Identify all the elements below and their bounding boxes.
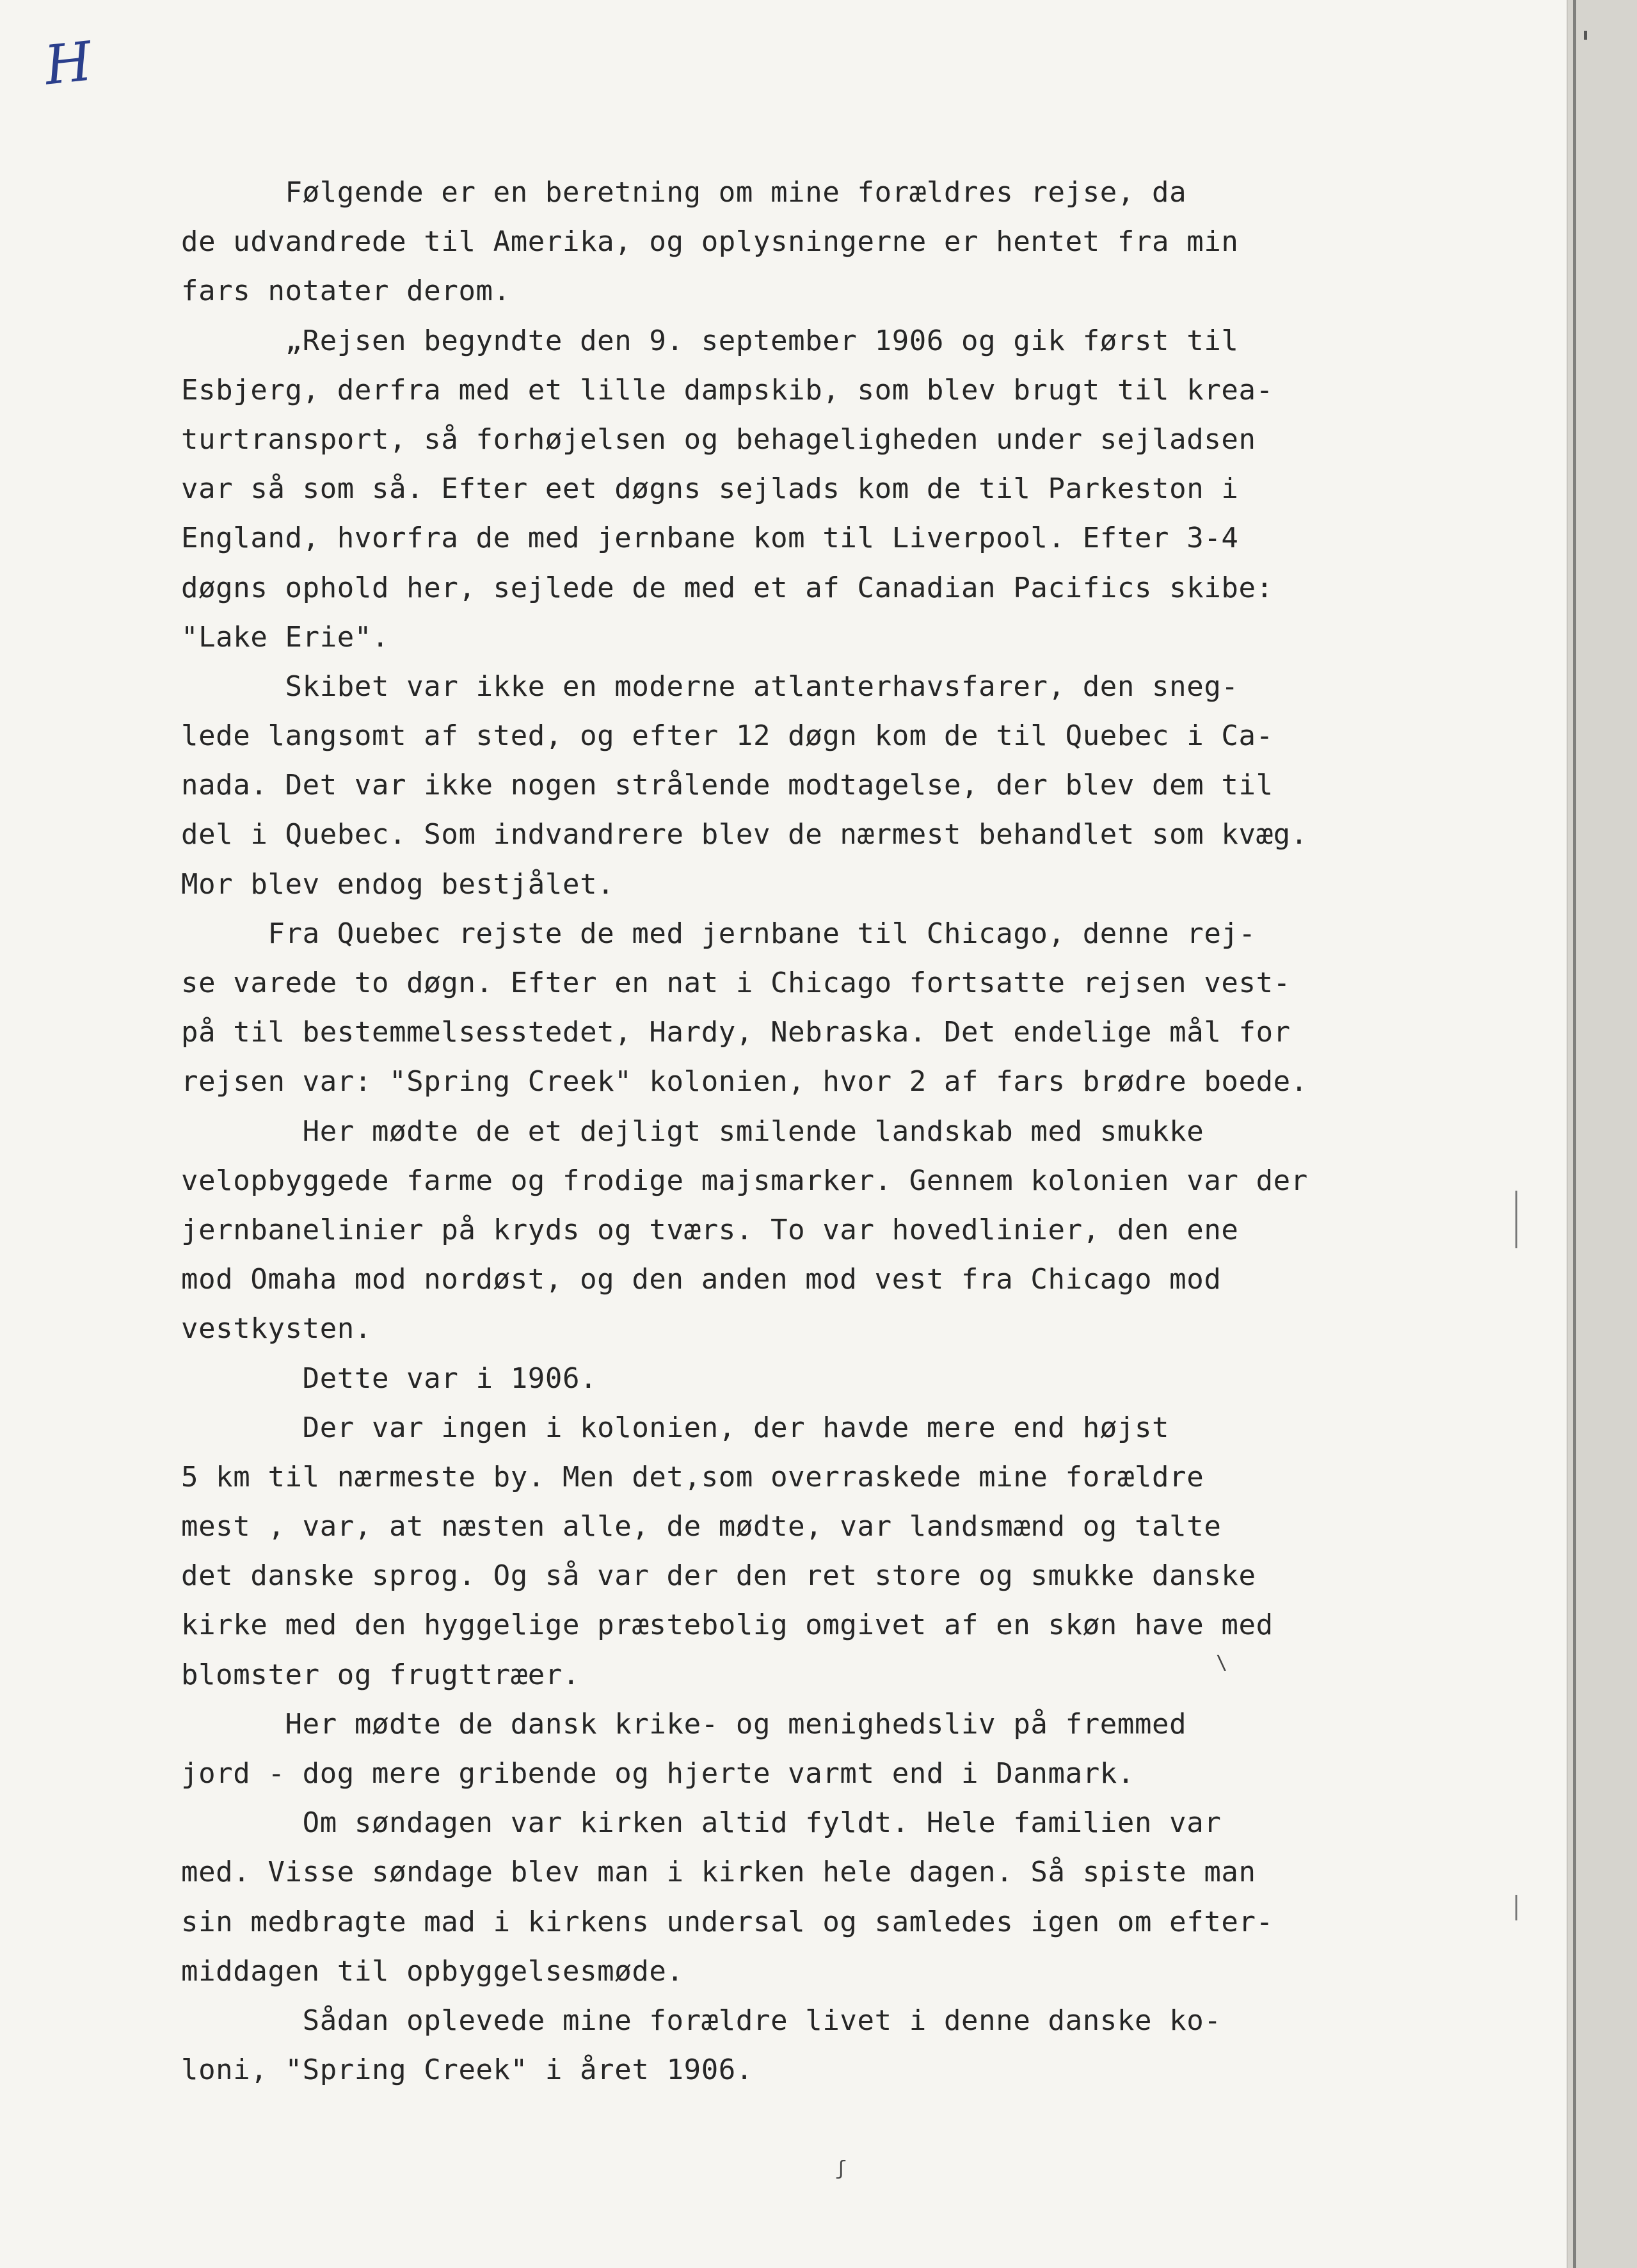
text-line: lede langsomt af sted, og efter 12 døgn kom de til Quebec i Ca-	[181, 720, 1274, 753]
text-line: velopbyggede farme og frodige majsmarker. Gennem kolonien var der	[181, 1164, 1308, 1197]
text-line: jernbanelinier på kryds og tværs. To var hovedlinier, den ene	[181, 1213, 1239, 1246]
text-line: nada. Det var ikke nogen strålende modtagelse, der blev dem til	[181, 769, 1274, 802]
text-line: del i Quebec. Som indvandrere blev de nærmest behandlet som kvæg.	[181, 818, 1308, 851]
text-line: Sådan oplevede mine forældre livet i denne danske ko-	[181, 2004, 1222, 2037]
text-line: loni, "Spring Creek" i året 1906.	[181, 2054, 753, 2087]
text-line: med. Visse søndage blev man i kirken hele dagen. Så spiste man	[181, 1856, 1256, 1889]
margin-tick	[1515, 1191, 1517, 1248]
text-line: blomster og frugttræer.	[181, 1658, 580, 1691]
scan-edge	[1567, 0, 1637, 2268]
stray-mark: ʃ	[835, 2157, 847, 2180]
scan-edge-line	[1573, 0, 1576, 2268]
text-line: Der var ingen i kolonien, der havde mere end højst	[181, 1411, 1170, 1444]
text-line: vestkysten.	[181, 1312, 372, 1346]
text-line: „Rejsen begyndte den 9. september 1906 og gik først til	[181, 324, 1239, 357]
text-line: jord - dog mere gribende og hjerte varmt end i Danmark.	[181, 1757, 1135, 1790]
text-line: 5 km til nærmeste by. Men det,som overraskede mine forældre	[181, 1460, 1204, 1493]
text-line: "Lake Erie".	[181, 620, 390, 654]
text-line: rejsen var: "Spring Creek" kolonien, hvor 2 af fars brødre boede.	[181, 1065, 1308, 1098]
text-line: det danske sprog. Og så var der den ret store og smukke danske	[181, 1559, 1256, 1593]
text-line: på til bestemmelsesstedet, Hardy, Nebraska. Det endelige mål for	[181, 1016, 1291, 1049]
text-line: Fra Quebec rejste de med jernbane til Chicago, denne rej-	[181, 917, 1256, 950]
text-line: middagen til opbyggelsesmøde.	[181, 1954, 684, 1988]
text-line: Om søndagen var kirken altid fyldt. Hele familien var	[181, 1806, 1222, 1840]
text-line: Esbjerg, derfra med et lille dampskib, som blev brugt til krea-	[181, 373, 1274, 406]
text-line: var så som så. Efter eet døgns sejlads kom de til Parkeston i	[181, 472, 1239, 506]
text-line: fars notater derom.	[181, 275, 511, 308]
text-line: Følgende er en beretning om mine forældres rejse, da	[181, 176, 1187, 209]
text-line: mest , var, at næsten alle, de mødte, var landsmænd og talte	[181, 1510, 1222, 1543]
scan-edge-mark	[1584, 31, 1587, 40]
text-line: Her mødte de et dejligt smilende landskab med smukke	[181, 1114, 1204, 1148]
text-line: England, hvorfra de med jernbane kom til Liverpool. Efter 3-4	[181, 522, 1239, 555]
page-marker: H	[42, 29, 95, 97]
typed-letter	[181, 168, 1480, 2095]
text-line: kirke med den hyggelige præstebolig omgivet af en skøn have med	[181, 1609, 1274, 1642]
text-line: Dette var i 1906.	[181, 1362, 598, 1395]
stray-mark: \	[1216, 1652, 1228, 1674]
text-line: Skibet var ikke en moderne atlanterhavsfarer, den sneg-	[181, 670, 1239, 703]
text-line: turtransport, så forhøjelsen og behageligheden under sejladsen	[181, 422, 1256, 456]
text-line: de udvandrede til Amerika, og oplysningerne er hentet fra min	[181, 225, 1239, 259]
text-line: sin medbragte mad i kirkens undersal og samledes igen om efter-	[181, 1905, 1274, 1938]
text-line: døgns ophold her, sejlede de med et af Canadian Pacifics skibe:	[181, 571, 1274, 604]
text-line: Her mødte de dansk krike- og menighedsliv på fremmed	[181, 1707, 1187, 1741]
text-line: mod Omaha mod nordøst, og den anden mod vest fra Chicago mod	[181, 1263, 1222, 1296]
text-line: se varede to døgn. Efter en nat i Chicago fortsatte rejsen vest-	[181, 967, 1291, 999]
text-line: Mor blev endog bestjålet.	[181, 867, 615, 901]
margin-tick	[1515, 1895, 1517, 1920]
